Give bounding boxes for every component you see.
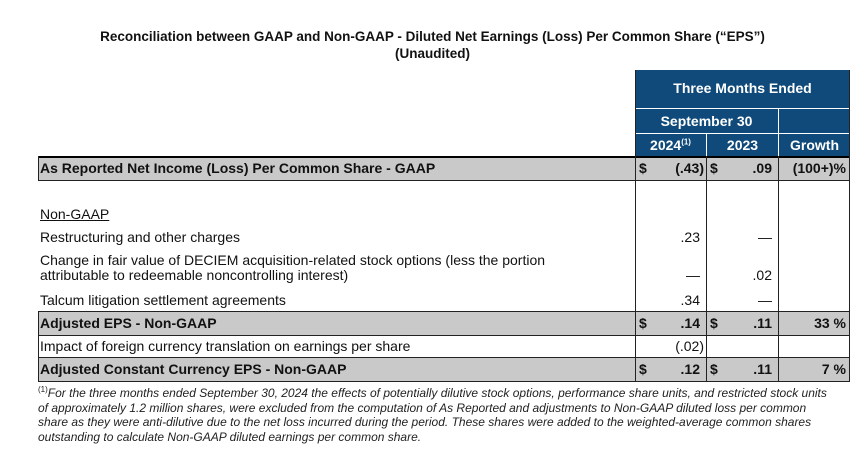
restructuring-value-2024: .23 [680,229,700,245]
header-2024 [635,137,706,153]
deciem-label-line1: Change in fair value of DECIEM acquisition-related stock options (less the portion [40,252,546,268]
constant-label: Adjusted Constant Currency EPS - Non-GAAP [40,361,347,377]
table-subtitle: (Unaudited) [395,46,470,61]
adjusted-value-2024: .14 [680,315,700,331]
reported-currency-2023: $ [710,160,718,176]
header-date-band-right [779,109,850,133]
fx-label: Impact of foreign currency translation on earnings per share [40,338,411,354]
deciem-value-2024: — [686,267,700,283]
reported-label: As Reported Net Income (Loss) Per Common Share - GAAP [40,160,436,176]
restructuring-label: Restructuring and other charges [40,229,240,245]
reported-currency-2024: $ [639,160,647,176]
header-2023: 2023 [726,137,759,153]
constant-value-2023: .11 [753,361,772,377]
reported-value-2023: .09 [752,160,772,176]
footnote [38,383,838,444]
footnote-marker: (1) [38,385,48,394]
header-2024-footnote-marker: (1) [681,137,691,147]
deciem-value-2023: .02 [752,267,772,283]
adjusted-growth: 33 % [814,315,846,331]
talcum-value-2024: .34 [680,292,700,308]
constant-value-2024: .12 [680,361,700,377]
deciem-label-line2: attributable to redeemable noncontrolling interest) [40,267,349,283]
reported-value-2024: (.43) [675,160,704,176]
header-growth: Growth [790,137,839,153]
adjusted-currency-2024: $ [639,315,647,331]
fx-value-2024: (.02) [675,338,704,354]
nongaap-heading: Non-GAAP [40,206,110,222]
constant-currency-2024: $ [639,361,647,377]
talcum-label: Talcum litigation settlement agreements [40,292,286,308]
restructuring-value-2023: — [758,229,772,245]
table-title: Reconciliation between GAAP and Non-GAAP - Diluted Net Earnings (Loss) Per Common Share (“EPS”) [100,29,765,44]
adjusted-value-2023: .11 [753,315,772,331]
reported-growth: (100+)% [792,160,846,176]
header-2024-label: 2024 [650,137,682,153]
adjusted-currency-2023: $ [710,315,718,331]
constant-currency-2023: $ [710,361,718,377]
footnote-text: For the three months ended September 30, 2024 the effects of potentially dilutive stock options, performance share units, and restricted stock units of approximately 1.2 million shares, were excluded from the computation of As Reported and adjustments to Non-GAAP diluted loss per common share as they were anti-dilutive due to the net loss incurred during the period. These shares were added to the weighted-average common shares outstanding to calculate Non-GAAP diluted earnings per common share. [38,386,827,444]
header-date-label: September 30 [660,113,753,129]
header-period-label: Three Months Ended [673,80,812,96]
adjusted-label: Adjusted EPS - Non-GAAP [40,315,217,331]
talcum-value-2023: — [758,292,772,308]
constant-growth: 7 % [821,361,846,377]
